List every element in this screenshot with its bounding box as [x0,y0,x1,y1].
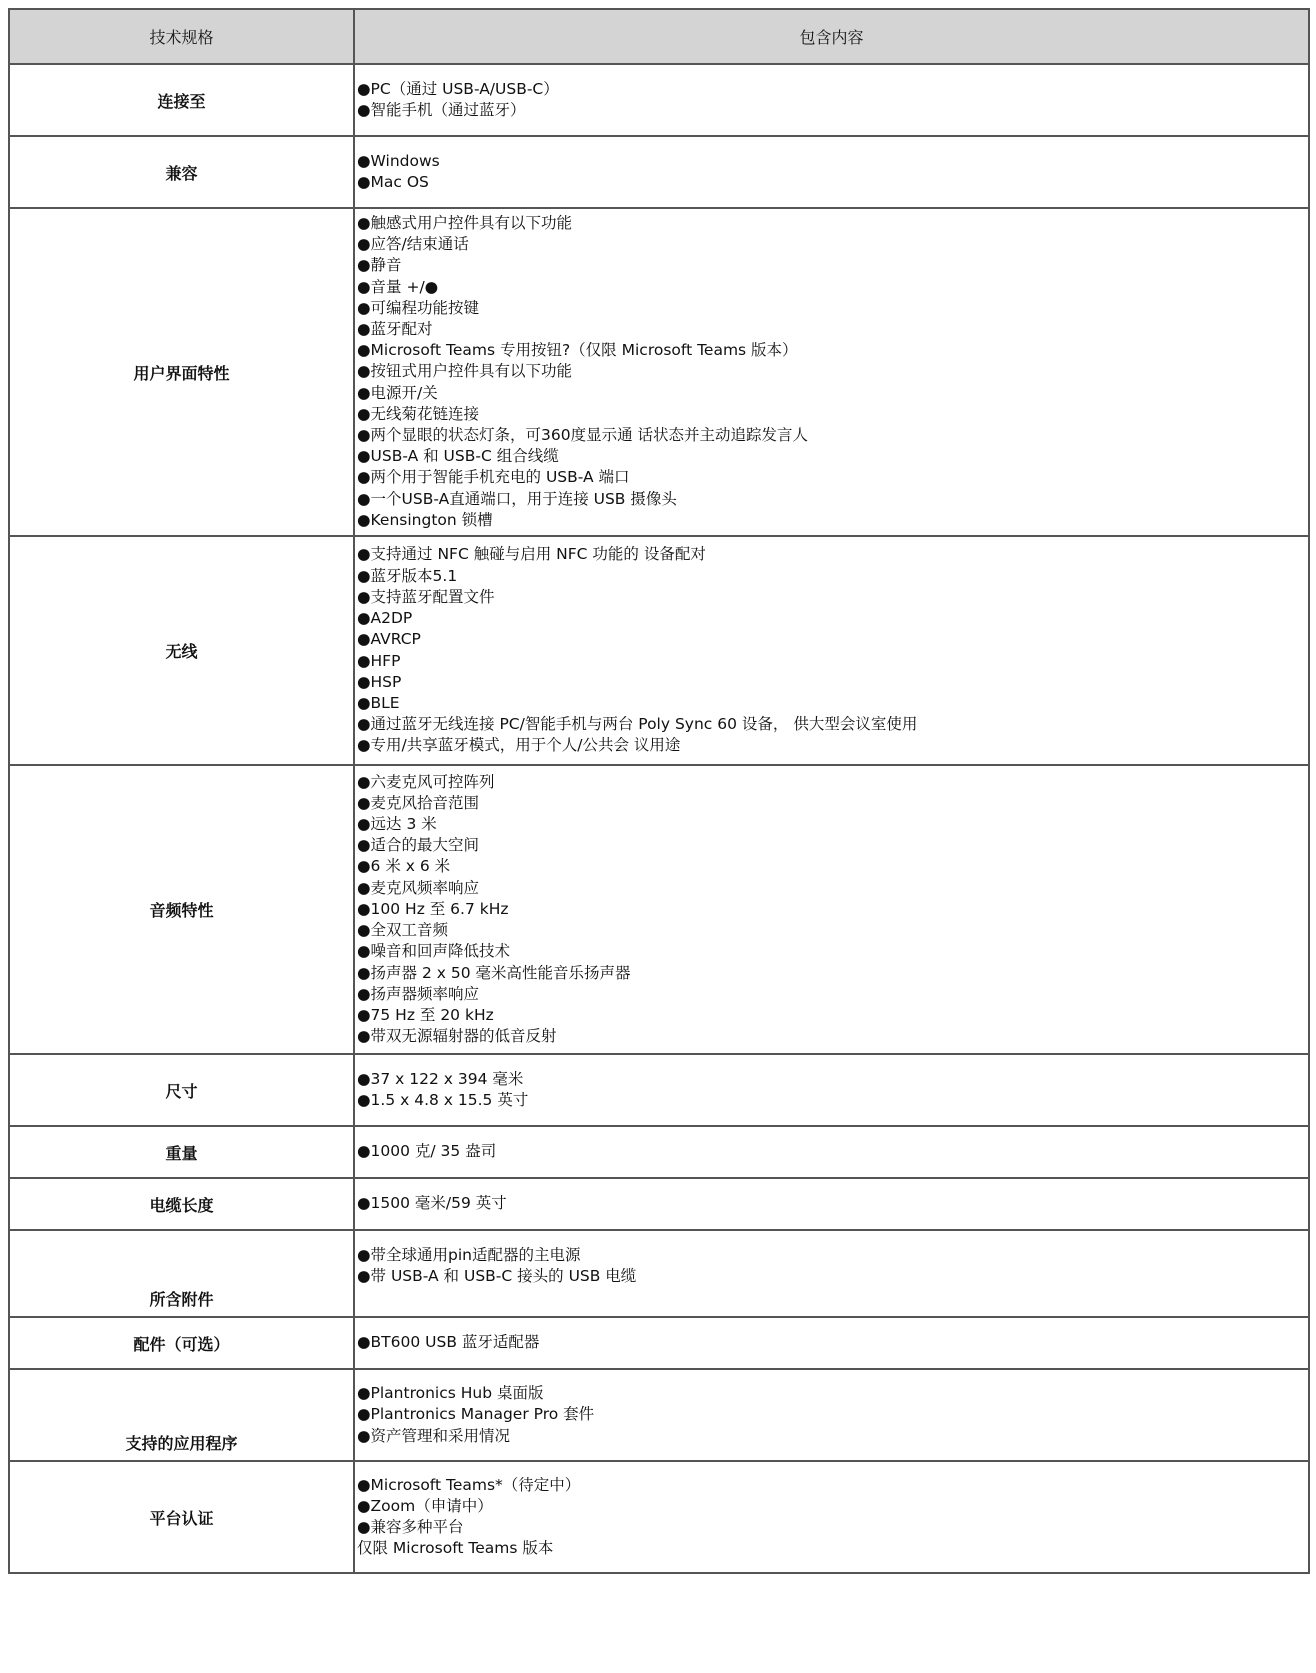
spec-item: ●可编程功能按键 [357,298,480,317]
spec-item: ●专用/共享蓝牙模式，用于个人/公共会 议用途 [357,736,681,755]
spec-label: 配件（可选） [9,1317,354,1369]
spec-item: ●HFP [357,651,401,670]
spec-item: ●PC（通过 USB-A/USB-C） [357,79,559,98]
spec-contents [354,1054,1309,1126]
spec-contents [354,64,1309,136]
table-row [9,1461,1309,1573]
spec-item: ●Kensington 锁槽 [357,510,493,529]
spec-item: ●AVRCP [357,630,421,649]
spec-item: ●支持蓝牙配置文件 [357,587,495,606]
table-row [9,1317,1309,1369]
spec-item: ●资产管理和采用情况 [357,1426,511,1445]
header-spec: 技术规格 [9,9,354,64]
spec-item: 仅限 Microsoft Teams 版本 [357,1539,554,1558]
spec-label: 无线 [9,536,354,765]
spec-item: ●通过蓝牙无线连接 PC/智能手机与两台 Poly Sync 60 设备， 供大型会议室使用 [357,715,918,734]
spec-item: ●适合的最大空间 [357,836,480,855]
spec-item: ●扬声器 2 x 50 毫米高性能音乐扬声器 [357,963,631,982]
spec-item: ●电源开/关 [357,383,438,402]
spec-item: ●按钮式用户控件具有以下功能 [357,362,573,381]
spec-item: ●Plantronics Manager Pro 套件 [357,1405,595,1424]
spec-contents [354,536,1309,765]
spec-contents [354,1126,1309,1178]
spec-item: ●两个用于智能手机充电的 USB-A 端口 [357,468,630,487]
spec-item: ●智能手机（通过蓝牙） [357,101,526,119]
spec-label: 平台认证 [9,1461,354,1573]
spec-item: ●支持通过 NFC 触碰与启用 NFC 功能的 设备配对 [357,545,706,564]
spec-label: 用户界面特性 [9,208,354,536]
spec-item: ●触感式用户控件具有以下功能 [357,213,573,232]
spec-item: ●Microsoft Teams*（待定中） [357,1475,581,1494]
spec-item: ●BLE [357,693,400,712]
spec-item: ●Microsoft Teams 专用按钮?（仅限 Microsoft Teams 版本） [357,341,798,360]
table-row [9,208,1309,536]
spec-item: ●1000 克/ 35 盎司 [357,1142,497,1161]
table-row [9,1369,1309,1461]
spec-contents [354,1461,1309,1573]
spec-contents [354,1369,1309,1461]
spec-item: ●噪音和回声降低技术 [357,942,511,961]
table-row [9,136,1309,208]
spec-item: ●75 Hz 至 20 kHz [357,1005,494,1024]
table-row [9,1126,1309,1178]
spec-label: 音频特性 [9,765,354,1054]
spec-label: 重量 [9,1126,354,1178]
table-row [9,536,1309,765]
spec-contents [354,136,1309,208]
spec-item: ●兼容多种平台 [357,1518,464,1536]
spec-table [8,8,1310,1574]
table-row [9,64,1309,136]
spec-item: ●远达 3 米 [357,815,437,834]
spec-contents [354,765,1309,1054]
spec-item: ●A2DP [357,609,413,628]
header-contents: 包含内容 [354,9,1309,64]
spec-item: ●应答/结束通话 [357,235,469,254]
spec-item: ●带双无源辐射器的低音反射 [357,1027,557,1046]
spec-label: 所含附件 [9,1230,354,1317]
spec-contents [354,208,1309,536]
spec-item: ●Windows [357,151,440,170]
spec-label: 兼容 [9,136,354,208]
table-row [9,1230,1309,1317]
spec-item: ●带 USB-A 和 USB-C 接头的 USB 电缆 [357,1267,637,1286]
spec-label: 连接至 [9,64,354,136]
spec-item: ●两个显眼的状态灯条，可360度显示通 话状态并主动追踪发言人 [357,426,809,444]
spec-label: 电缆长度 [9,1178,354,1230]
table-row [9,1054,1309,1126]
spec-item: ●音量 +/● [357,277,439,296]
spec-item: ●BT600 USB 蓝牙适配器 [357,1333,540,1352]
table-row [9,765,1309,1054]
spec-contents [354,1230,1309,1317]
spec-item: ●6 米 x 6 米 [357,857,451,876]
spec-item: ●带全球通用pin适配器的主电源 [357,1246,581,1264]
spec-item: ●蓝牙配对 [357,319,433,338]
spec-label: 尺寸 [9,1054,354,1126]
spec-item: ●麦克风频率响应 [357,878,480,897]
spec-item: ●USB-A 和 USB-C 组合线缆 [357,447,559,466]
table-row [9,1178,1309,1230]
spec-table-body [9,64,1309,1573]
spec-item: ●静音 [357,256,402,275]
spec-item: ●100 Hz 至 6.7 kHz [357,899,509,918]
spec-item: ●六麦克风可控阵列 [357,772,495,791]
spec-item: ●HSP [357,672,402,691]
spec-item: ●1500 毫米/59 英寸 [357,1194,507,1213]
spec-item: ●扬声器频率响应 [357,984,480,1003]
spec-item: ●Mac OS [357,173,429,191]
spec-item: ●Plantronics Hub 桌面版 [357,1384,544,1403]
spec-item: ●麦克风拾音范围 [357,793,480,812]
spec-item: ●37 x 122 x 394 毫米 [357,1069,524,1088]
spec-item: ●一个USB-A直通端口，用于连接 USB 摄像头 [357,489,677,508]
spec-contents [354,1178,1309,1230]
spec-item: ●蓝牙版本5.1 [357,566,458,585]
header-row [9,9,1309,64]
spec-item: ●无线菊花链连接 [357,404,480,423]
spec-item: ●全双工音频 [357,921,449,940]
spec-contents [354,1317,1309,1369]
spec-label: 支持的应用程序 [9,1369,354,1461]
spec-item: ●1.5 x 4.8 x 15.5 英寸 [357,1091,529,1109]
spec-item: ●Zoom（申请中） [357,1496,493,1515]
